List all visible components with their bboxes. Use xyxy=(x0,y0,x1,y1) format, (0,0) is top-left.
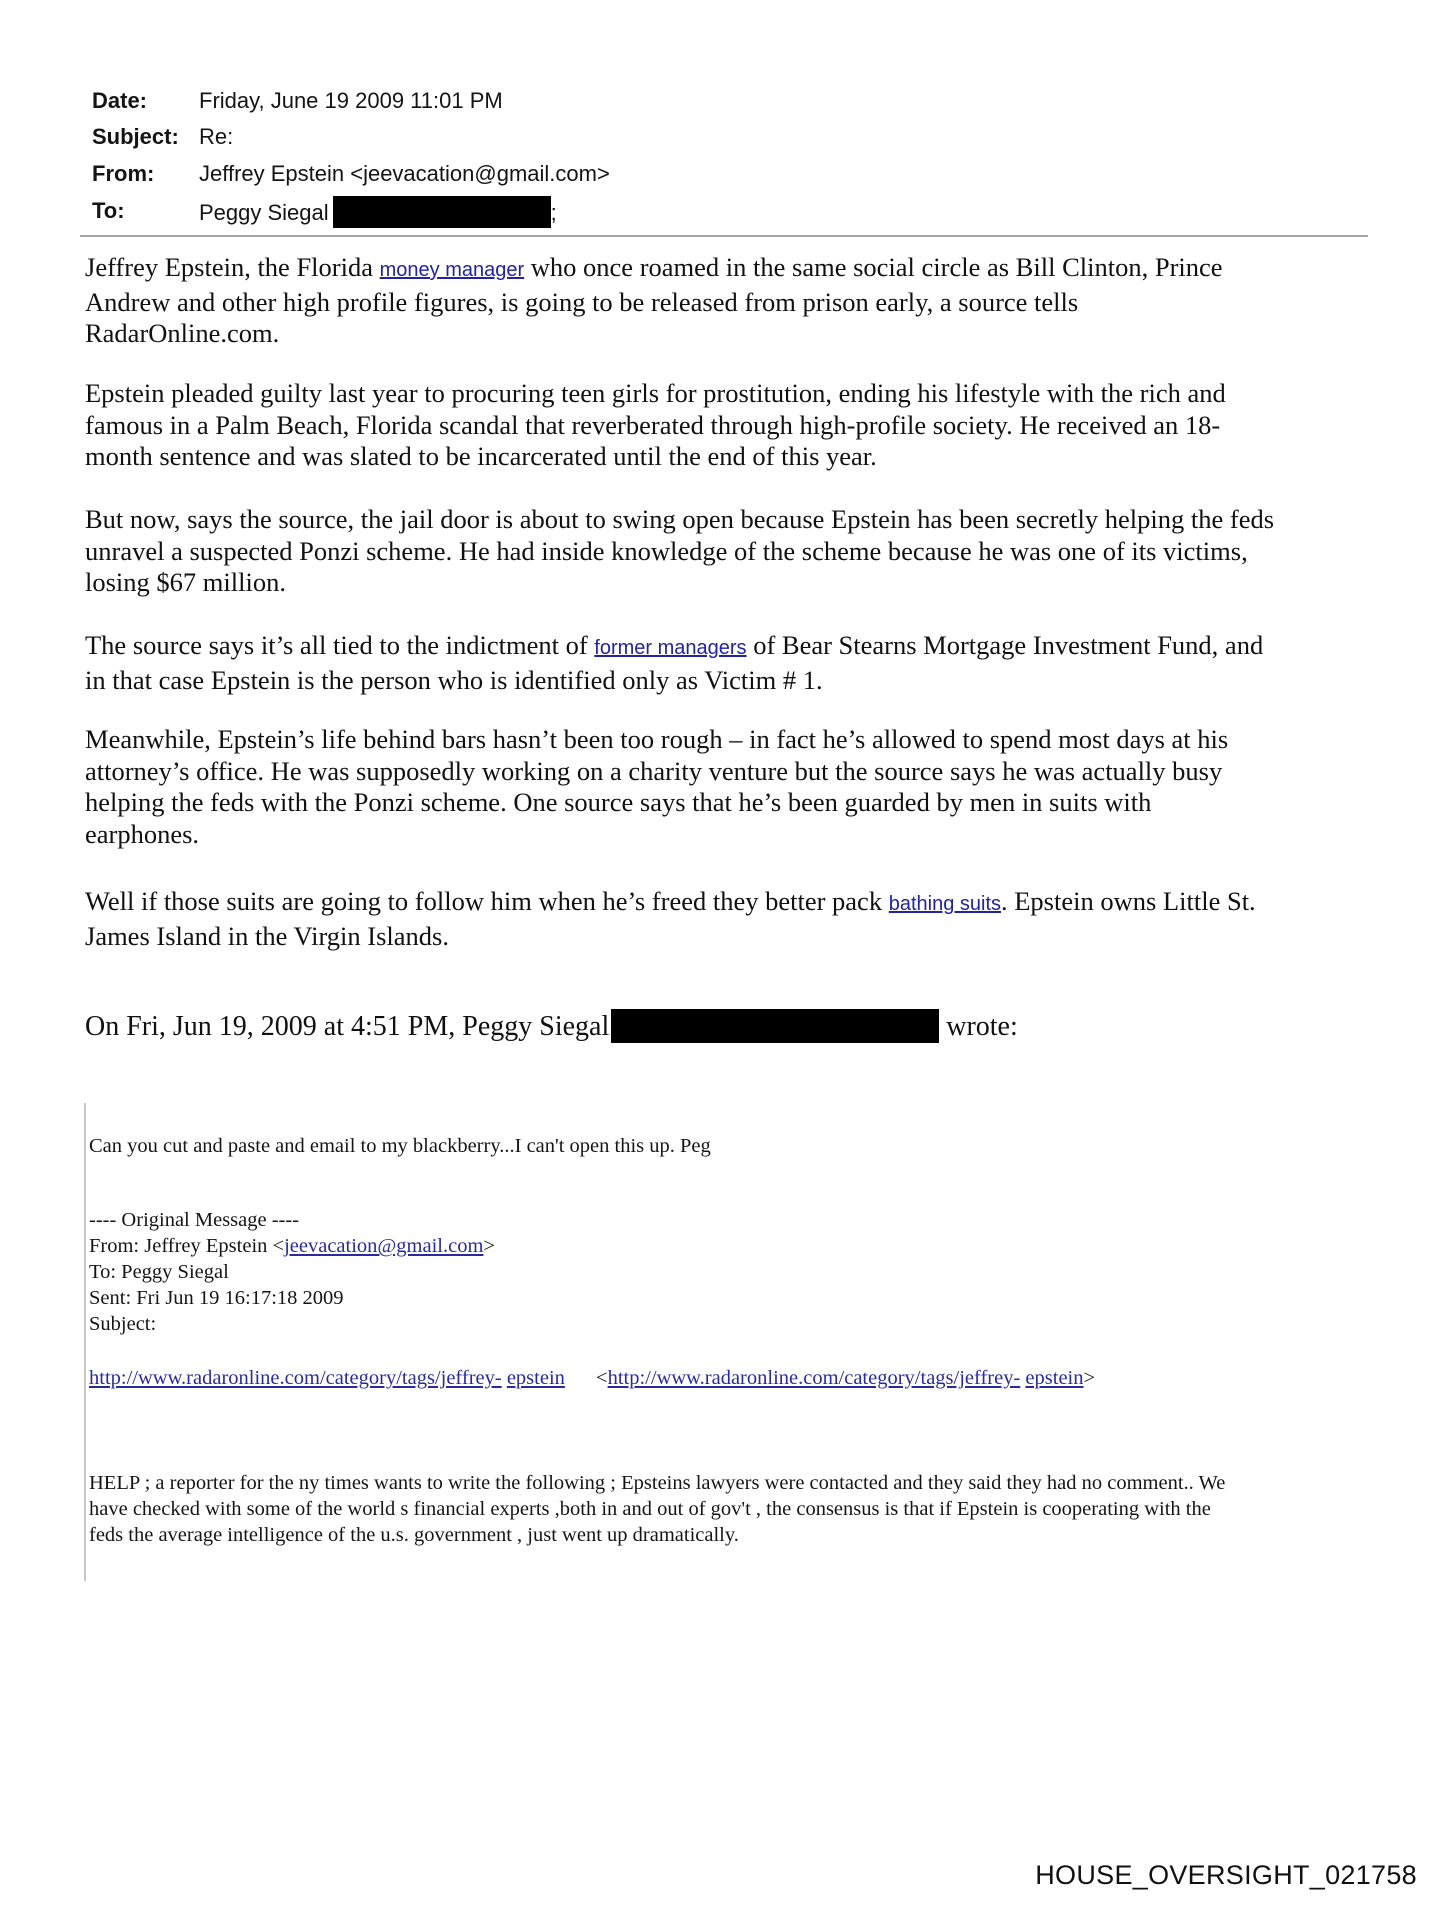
p6-text-after-link: . Epstein owns Little St. xyxy=(1001,886,1256,916)
p1-line-2: Andrew and other high profile figures, is going to be released from prison early, a source tells xyxy=(85,286,1079,317)
redaction-box xyxy=(333,196,551,228)
p6-text-before-link: Well if those suits are going to follow him when he’s freed they better pack xyxy=(85,886,889,916)
help-line-2: have checked with some of the world s financial experts ,both in and out of gov't , the consensus is that if Epstein is cooperating with the xyxy=(89,1498,1211,1520)
p6-line-2: James Island in the Virgin Islands. xyxy=(85,920,449,951)
original-to-line: To: Peggy Siegal xyxy=(89,1261,229,1283)
original-from-prefix: From: Jeffrey Epstein < xyxy=(89,1235,285,1257)
radar-url-line xyxy=(89,1365,1095,1391)
former-managers-link[interactable]: former managers xyxy=(594,637,747,659)
header-divider xyxy=(80,235,1368,237)
original-sent-line: Sent: Fri Jun 19 16:17:18 2009 xyxy=(89,1287,344,1309)
original-from-email-link[interactable]: jeevacation@gmail.com xyxy=(284,1235,484,1257)
p2-line-2: famous in a Palm Beach, Florida scandal that reverberated through high-profile society. He received an 18- xyxy=(85,409,1221,440)
subject-label: Subject: xyxy=(92,124,179,149)
original-from-suffix: > xyxy=(483,1235,495,1257)
attribution-wrote: wrote: xyxy=(939,1011,1018,1042)
p5-line-4: earphones. xyxy=(85,818,200,849)
original-message-separator: ---- Original Message ---- xyxy=(89,1209,300,1231)
paragraph-1 xyxy=(85,252,1375,350)
p3-line-1: But now, says the source, the jail door is about to swing open because Epstein has been secretly helping the feds xyxy=(85,504,1275,534)
to-label: To: xyxy=(92,198,125,223)
p1-text-before-link: Jeffrey Epstein, the Florida xyxy=(85,252,380,282)
bathing-suits-link[interactable]: bathing suits xyxy=(888,893,1001,915)
url-open-bracket: < xyxy=(596,1367,608,1389)
to-suffix: ; xyxy=(550,199,557,225)
paragraph-6 xyxy=(85,886,1375,952)
url-close-bracket: > xyxy=(1083,1367,1096,1389)
redaction-box xyxy=(611,1009,939,1043)
p5-line-3: helping the feds with the Ponzi scheme. One source says that he’s been guarded by men in suits with xyxy=(85,787,1152,817)
p1-text-after-link: who once roamed in the same social circle as Bill Clinton, Prince xyxy=(524,252,1223,282)
original-subject-line: Subject: xyxy=(89,1313,157,1335)
help-line-1: HELP ; a reporter for the ny times wants to write the following ; Epsteins lawyers were contacted and they said they had no comment.. We xyxy=(89,1472,1226,1494)
p4-line-1 xyxy=(85,630,1375,665)
radar-url2-link-part1[interactable]: http://www.radaronline.com/category/tags/jeffrey- xyxy=(607,1367,1021,1389)
p2-line-3: month sentence and was slated to be incarcerated until the end of this year. xyxy=(85,441,877,471)
paragraph-5 xyxy=(85,724,1375,850)
quote-attribution xyxy=(85,1010,1018,1046)
paragraph-4 xyxy=(85,630,1375,696)
p3-line-3: losing $67 million. xyxy=(85,567,286,597)
help-line-3: feds the average intelligence of the u.s. government , just went up dramatically. xyxy=(89,1524,739,1546)
p4-line-2: in that case Epstein is the person who is identified only as Victim # 1. xyxy=(85,664,823,695)
date-label: Date: xyxy=(92,88,148,113)
bates-number: HOUSE_OVERSIGHT_021758 xyxy=(1035,1860,1417,1890)
money-manager-link[interactable]: money manager xyxy=(379,259,525,281)
p5-line-2: attorney’s office. He was supposedly working on a charity venture but the source says he was actually busy xyxy=(85,755,1223,786)
p3-line-2: unravel a suspected Ponzi scheme. He had inside knowledge of the scheme because he was one of its victims, xyxy=(85,535,1248,566)
p2-line-1: Epstein pleaded guilty last year to procuring teen girls for prostitution, ending his lifestyle with the rich and xyxy=(85,378,1226,408)
p1-line-1 xyxy=(85,252,1375,287)
subject-value: Re: xyxy=(199,124,234,149)
attribution-text: On Fri, Jun 19, 2009 at 4:51 PM, Peggy Siegal xyxy=(85,1011,610,1042)
p4-text-after-link: of Bear Stearns Mortgage Investment Fund, and xyxy=(746,630,1264,660)
original-from-line xyxy=(89,1233,495,1259)
from-value: Jeffrey Epstein <jeevacation@gmail.com> xyxy=(199,161,610,186)
to-name: Peggy Siegal xyxy=(199,199,329,225)
p1-line-3: RadarOnline.com. xyxy=(85,318,280,348)
quoted-message-text: Can you cut and paste and email to my blackberry...I can't open this up. Peg xyxy=(89,1135,711,1157)
paragraph-2 xyxy=(85,378,1375,473)
radar-url-link-part2[interactable]: epstein xyxy=(506,1367,565,1389)
to-value xyxy=(199,198,557,230)
p6-line-1 xyxy=(85,886,1375,921)
p4-text-before-link: The source says it’s all tied to the indictment of xyxy=(85,630,595,660)
p5-line-1: Meanwhile, Epstein’s life behind bars hasn’t been too rough – in fact he’s allowed to spend most days at his xyxy=(85,724,1229,754)
radar-url2-link-part2[interactable]: epstein xyxy=(1025,1367,1084,1389)
paragraph-3 xyxy=(85,504,1375,599)
date-value: Friday, June 19 2009 11:01 PM xyxy=(199,88,503,113)
quote-bar xyxy=(84,1103,86,1581)
radar-url-link-part1[interactable]: http://www.radaronline.com/category/tags/jeffrey- xyxy=(89,1367,502,1389)
from-label: From: xyxy=(92,161,155,186)
